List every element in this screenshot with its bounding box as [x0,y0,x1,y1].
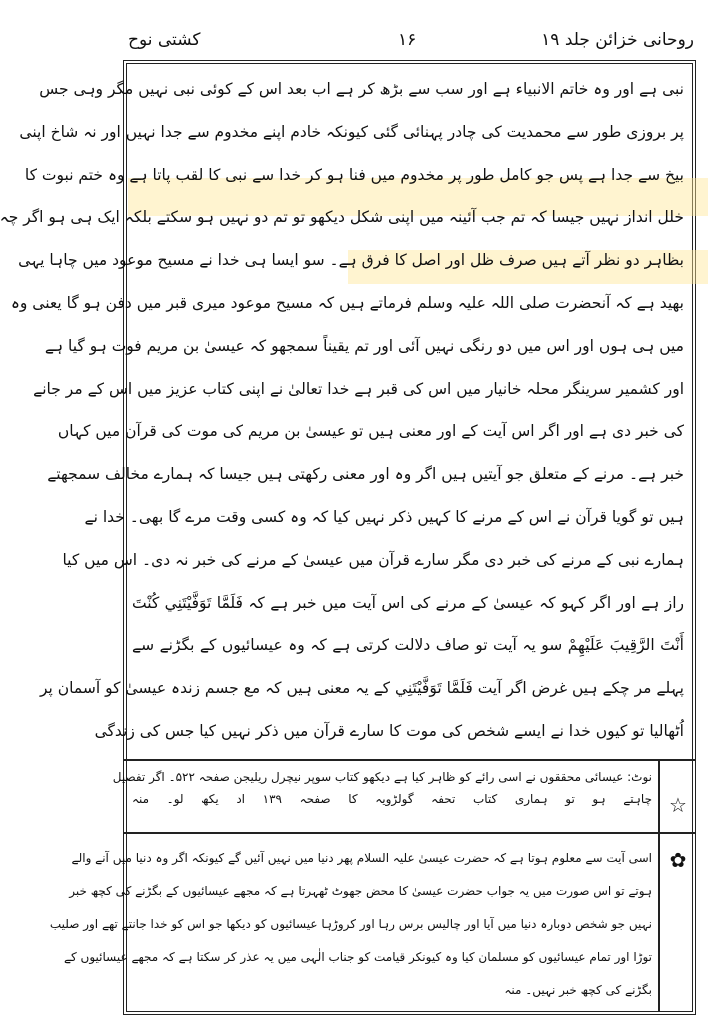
volume-title: روحانی خزائن جلد ۱۹ [541,30,694,50]
text-line: کی خبر دی ہے اور اگر اس آیت کے اور معنی ہیں تو عیسیٰ بن مریم کی موت کی قرآن میں کہاں [57,422,684,441]
footnote-aside [49,842,652,1007]
footnote-line: بگڑنے کی کچھ خبر نہیں۔ منہ [504,983,652,997]
text-line: ہیں تو گویا قرآن نے اس کے مرنے کا کہیں ذکر نہیں کیا کہ وہ کسی وقت مرے گا بھی۔ خدا نے [84,508,684,526]
book-title: کشتی نوح [128,30,201,50]
text-line: خلل انداز نہیں جیسا کہ تم جب آئینہ میں اپنی شکل دیکھو تو تم دو نہیں ہو سکتے بلکہ ایک ہی ہو اگر چہ [0,208,684,227]
footnote-separator [123,832,696,834]
text-line: خبر ہے۔ مرنے کے متعلق جو آیتیں ہیں اگر وہ اور معنی رکھتی ہیں جیسا کہ ہمارے مخالف سمجھتے [47,465,684,484]
text-line: بیخ سے جدا ہے پس جو کامل طور پر مخدوم میں فنا ہو کر خدا سے نبی کا لقب پاتا ہے وہ ختم نبوت کا [24,165,684,184]
text-line: پہلے مر چکے ہیں غرض اگر آیت فَلَمَّا تَوَفَّيْتَنِي کے یہ معنی ہیں کہ مع جسم زندہ عیسیٰ کو آسمان پر [40,679,684,698]
page-header [98,0,722,58]
footnote-line: ہوتے تو اس صورت میں یہ جواب حضرت عیسیٰ کا محض جھوٹ ٹھہرتا ہے کہ مجھے عیسائیوں کے بگڑنے کی کچھ خبر [69,884,652,898]
text-line: نبی ہے اور وہ خاتم الانبیاء ہے اور سب سے بڑھ کر ہے اب بعد اس کے کوئی نبی نہیں مگر وہی جس [39,80,684,98]
footnote-line: نوٹ: عیسائی محققوں نے اسی رائے کو ظاہر کیا ہے دیکھو کتاب سوپر نیچرل ریلیجن صفحہ ۵۲۲۔ اگر تفصیل [112,770,652,784]
text-line: بھید ہے کہ آنحضرت صلی اللہ علیہ وسلم فرماتے ہیں کہ مسیح موعود میری قبر میں دفن ہو گا یعنی وہ [10,294,684,312]
text-line: اور کشمیر سرینگر محلہ خانیار میں اس کی قبر ہے خدا تعالیٰ نے اپنی کتاب عزیز میں اس کے مر جانے [33,379,684,398]
footnote-marker-column [658,760,660,1011]
footnote-note [112,766,653,810]
main-text [0,72,684,758]
text-line: میں ہی ہوں اور اس میں دو رنگی نہیں آئی اور تم یقیناً سمجھو کہ عیسیٰ بن مریم فوت ہو گیا ہے [44,336,684,355]
footnote-flower-marker: ✿ [669,848,687,872]
text-line: پر بروزی طور سے محمدیت کی چادر پہنائی گئی کیونکہ خادم اپنے مخدوم سے جدا نہیں اور نہ شاخ اپنی [19,122,684,141]
text-line: اُٹھالیا تو کیوں خدا نے ایسے شخص کی موت کا سارے قرآن میں ذکر نہیں کیا جس کی زندگی [94,722,684,740]
text-line: ہمارے نبی کے مرنے کی خبر دی مگر سارے قرآن میں عیسیٰ کے مرنے کی خبر نہ دی۔ اس میں کیا [62,550,684,569]
text-line: بظاہر دو نظر آتے ہیں صرف ظل اور اصل کا فرق ہے۔ سو ایسا ہی خدا نے مسیح موعود میں چاہا یہی [18,251,684,270]
footnote-line: اسی آیت سے معلوم ہوتا ہے کہ حضرت عیسیٰ علیہ السلام پھر دنیا میں نہیں آئیں گے کیونکہ اگر وہ دنیا میں آنے والے [71,851,652,865]
footnote-star-marker: ☆ [669,793,687,817]
footnote-line: توڑا اور تمام عیسائیوں کو مسلمان کیا وہ کیونکر قیامت کو جناب الٰہی میں یہ عذر کر سکتا ہے کہ مجھے عیسائیوں کے [63,950,652,964]
page-number: ۱۶ [398,30,417,50]
footnote-line: چاہتے ہو تو ہماری کتاب تحفہ گولڑویہ کا صفحہ ۱۳۹ اد یکھ لو۔ منہ [132,792,653,806]
footnote-separator [123,759,696,761]
text-line: أَنْتَ الرَّقِيبَ عَلَيْهِمْ سو یہ آیت تو صاف دلالت کرتی ہے کہ وہ عیسائیوں کے بگڑنے سے [132,636,684,655]
footnote-line: نہیں جو شخص دوبارہ دنیا میں آیا اور چالیس برس رہا اور کروڑہا عیسائیوں کو دیکھا جو اس کو خدا جانتے تھے اور صلیب [49,917,652,931]
text-line: راز ہے اور اگر کہو کہ عیسیٰ کے مرنے کی اس آیت میں خبر ہے کہ فَلَمَّا تَوَفَّيْتَنِي كُنْتَ [132,593,684,612]
